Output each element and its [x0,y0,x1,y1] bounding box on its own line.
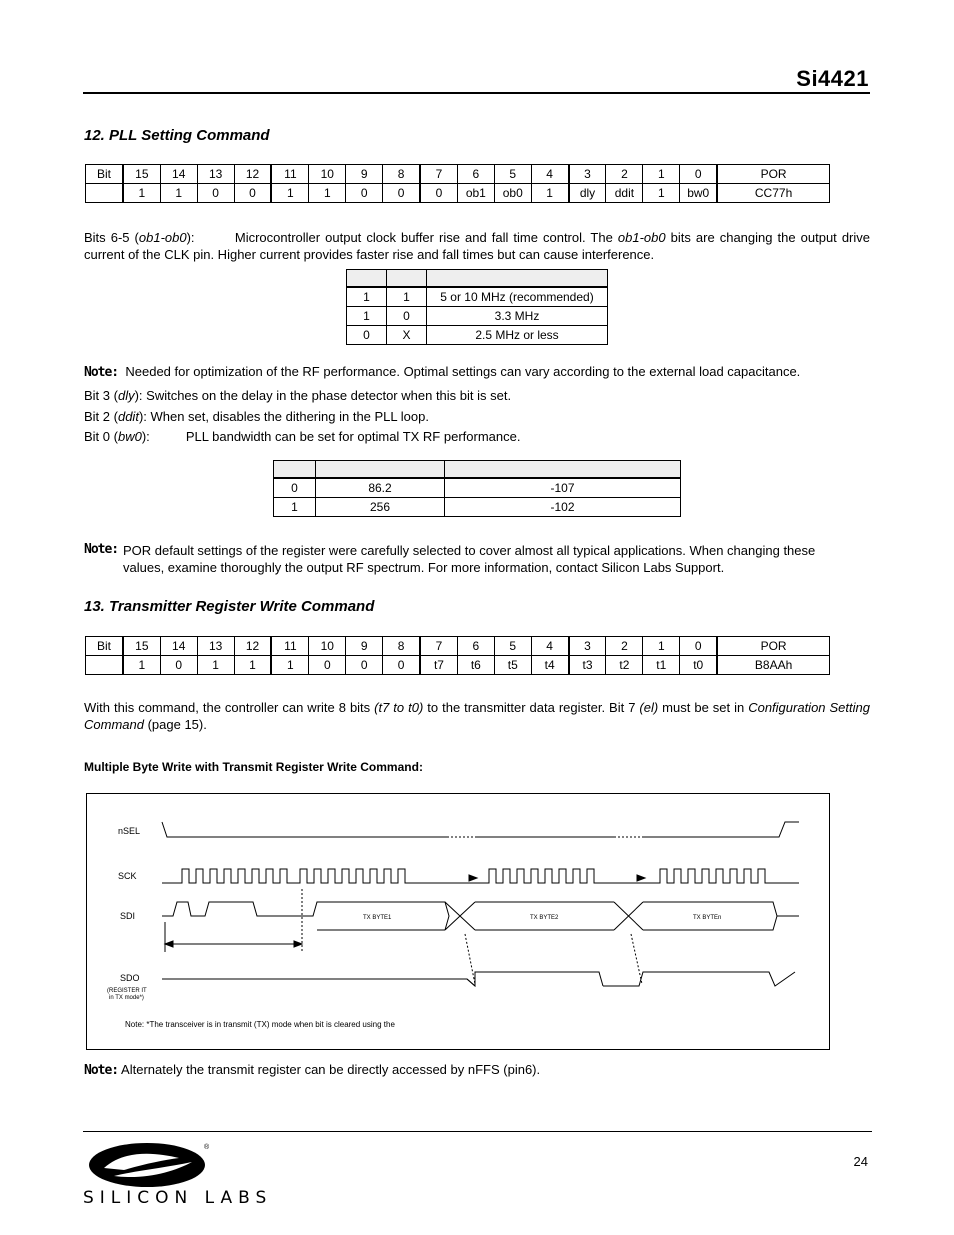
ob-setting-table: 1 1 5 or 10 MHz (recommended) 1 0 3.3 MHz 0 X 2.5 MHz or less [346,269,608,345]
reg-cell: dly [569,184,606,203]
diagram-heading: Multiple Byte Write with Transmit Register Write Command: [84,760,423,774]
reg-cell: 12 [234,637,271,656]
reg-cell: 1 [309,184,346,203]
bit-3-description: Bit 3 (dly): Switches on the delay in the phase detector when this bit is set. [84,388,512,403]
reg-cell: t4 [531,656,568,675]
reg-cell: t2 [606,656,643,675]
reg-cell: 1 [271,184,308,203]
reg-cell: 11 [271,165,308,184]
sdo-sub-2: in TX mode*) [109,995,144,1001]
reg-cell: 1 [197,656,234,675]
reg-cell: 0 [420,184,457,203]
logo-text: SILICON LABS [83,1188,273,1208]
reg-cell: 13 [197,165,234,184]
arrow-head-left [165,941,173,947]
section-12-heading: 12. PLL Setting Command [84,127,270,144]
sdo-dash-2 [631,934,642,984]
reg-cell: 12 [234,165,271,184]
note-3: Note: Alternately the transmit register can be directly accessed by nFFS (pin6). [84,1062,541,1078]
reg-cell-label: Bit [86,637,123,656]
reg-cell: t0 [680,656,717,675]
header-rule [83,92,870,94]
bits-6-5-description: Bits 6-5 (ob1-ob0): Microcontroller output clock buffer rise and fall time control. The ob1-ob0 bits are changing the output drive current of the CLK pin. Higher current provides faster rise and fall times but can cause interference. [84,230,871,262]
sdo-wave-2 [614,972,795,986]
note-2: Note: POR default settings of the register were carefully selected to cover almost all typical applications. When changing these values, examine thoroughly the output RF spectrum. For more information, contact Silicon Labs Support. [84,542,816,575]
sdi-wave-1 [162,902,449,930]
reg-cell: 15 [123,637,160,656]
reg-cell: 2 [606,637,643,656]
reg-cell: 9 [346,637,383,656]
reg-cell: 1 [531,184,568,203]
reg-cell-label [86,656,123,675]
sdo-sub-1: (REGISTER IT [107,988,147,994]
reg-cell-label: Bit [86,165,123,184]
sdo-wave-1 [162,972,614,986]
nsel-line-1 [162,822,447,837]
clock-arrow-1 [469,875,477,881]
reg-cell: 0 [346,184,383,203]
note-1: Note: Needed for optimization of the RF performance. Optimal settings can vary according to the external load capacitance. [84,364,801,380]
reg-cell: 9 [346,165,383,184]
reg-cell-por: POR [717,165,829,184]
reg-cell: bw0 [680,184,717,203]
reg-cell: 10 [309,637,346,656]
tx-register-table [85,636,830,675]
reg-cell: 13 [197,637,234,656]
reg-cell: 11 [271,637,308,656]
reg-cell: 7 [420,165,457,184]
reg-cell: 3 [569,165,606,184]
nsel-label: nSEL [118,826,141,836]
silicon-labs-logo [84,1140,214,1190]
reg-cell: 5 [494,637,531,656]
reg-cell: 0 [309,656,346,675]
reg-cell: 4 [531,165,568,184]
tx-byte1-label: TX BYTE1 [363,915,392,921]
reg-cell: 1 [123,656,160,675]
footer-rule [83,1131,872,1132]
sdi-label: SDI [120,911,136,921]
reg-cell: 0 [680,165,717,184]
reg-cell: 3 [569,637,606,656]
reg-cell: 1 [271,656,308,675]
reg-cell-por: CC77h [717,184,829,203]
section-13-heading: 13. Transmitter Register Write Command [84,598,375,615]
reg-cell: t5 [494,656,531,675]
reg-cell: ob0 [494,184,531,203]
reg-cell: 7 [420,637,457,656]
reg-cell: 1 [160,184,197,203]
arrow-head-right [294,941,302,947]
sdo-dash-1 [465,934,475,984]
pll-register-table [85,164,830,203]
reg-cell: 1 [643,637,680,656]
reg-cell: 8 [383,165,420,184]
reg-cell: 14 [160,165,197,184]
reg-cell: 2 [606,165,643,184]
tx-byten-label: TX BYTEn [693,915,722,921]
reg-cell: 0 [346,656,383,675]
reg-cell: ddit [606,184,643,203]
reg-cell: 1 [123,184,160,203]
reg-cell: 6 [457,637,494,656]
reg-cell: 0 [383,656,420,675]
reg-cell: 1 [643,165,680,184]
reg-cell: 1 [643,184,680,203]
reg-cell: 0 [197,184,234,203]
clock-arrow-2 [637,875,645,881]
reg-cell: 6 [457,165,494,184]
reg-cell: 1 [234,656,271,675]
reg-cell: 0 [680,637,717,656]
logo-ellipse [89,1143,205,1187]
reg-cell: 15 [123,165,160,184]
reg-cell: 4 [531,637,568,656]
reg-cell: t7 [420,656,457,675]
reg-cell: 10 [309,165,346,184]
tx-command-description: With this command, the controller can write 8 bits (t7 to t0) to the transmitter data register. Bit 7 (el) must be set in Configuration Setting Command (page 15). [84,700,870,732]
reg-cell: 0 [160,656,197,675]
reg-cell: 8 [383,637,420,656]
reg-cell: t3 [569,656,606,675]
document-title: Si4421 [796,66,869,91]
sck-label: SCK [118,871,137,881]
reg-cell: t6 [457,656,494,675]
sdo-label: SDO [120,973,140,983]
reg-cell: ob1 [457,184,494,203]
sck-waveform [162,869,799,883]
sdo-edge [467,979,475,986]
reg-cell-label [86,184,123,203]
reg-cell: 0 [234,184,271,203]
registered-mark: ® [204,1144,210,1151]
tx-byte2-label: TX BYTE2 [530,915,559,921]
sdi-cross-2 [614,902,643,930]
reg-cell-por: POR [717,637,829,656]
reg-cell-por: B8AAh [717,656,829,675]
bit-0-description: Bit 0 (bw0): PLL bandwidth can be set for optimal TX RF performance. [84,429,521,444]
nsel-line-3 [643,822,799,837]
timing-note: Note: *The transceiver is in transmit (TX) mode when bit is cleared using the [125,1020,395,1029]
bandwidth-table: 0 86.2 -107 1 256 -102 [273,460,681,517]
bit-2-description: Bit 2 (ddit): When set, disables the dithering in the PLL loop. [84,409,429,424]
reg-cell: t1 [643,656,680,675]
reg-cell: 5 [494,165,531,184]
page-number: 24 [853,1154,868,1169]
timing-diagram [86,793,830,1050]
reg-cell: 0 [383,184,420,203]
timing-diagram-svg [87,794,831,1051]
reg-cell: 14 [160,637,197,656]
